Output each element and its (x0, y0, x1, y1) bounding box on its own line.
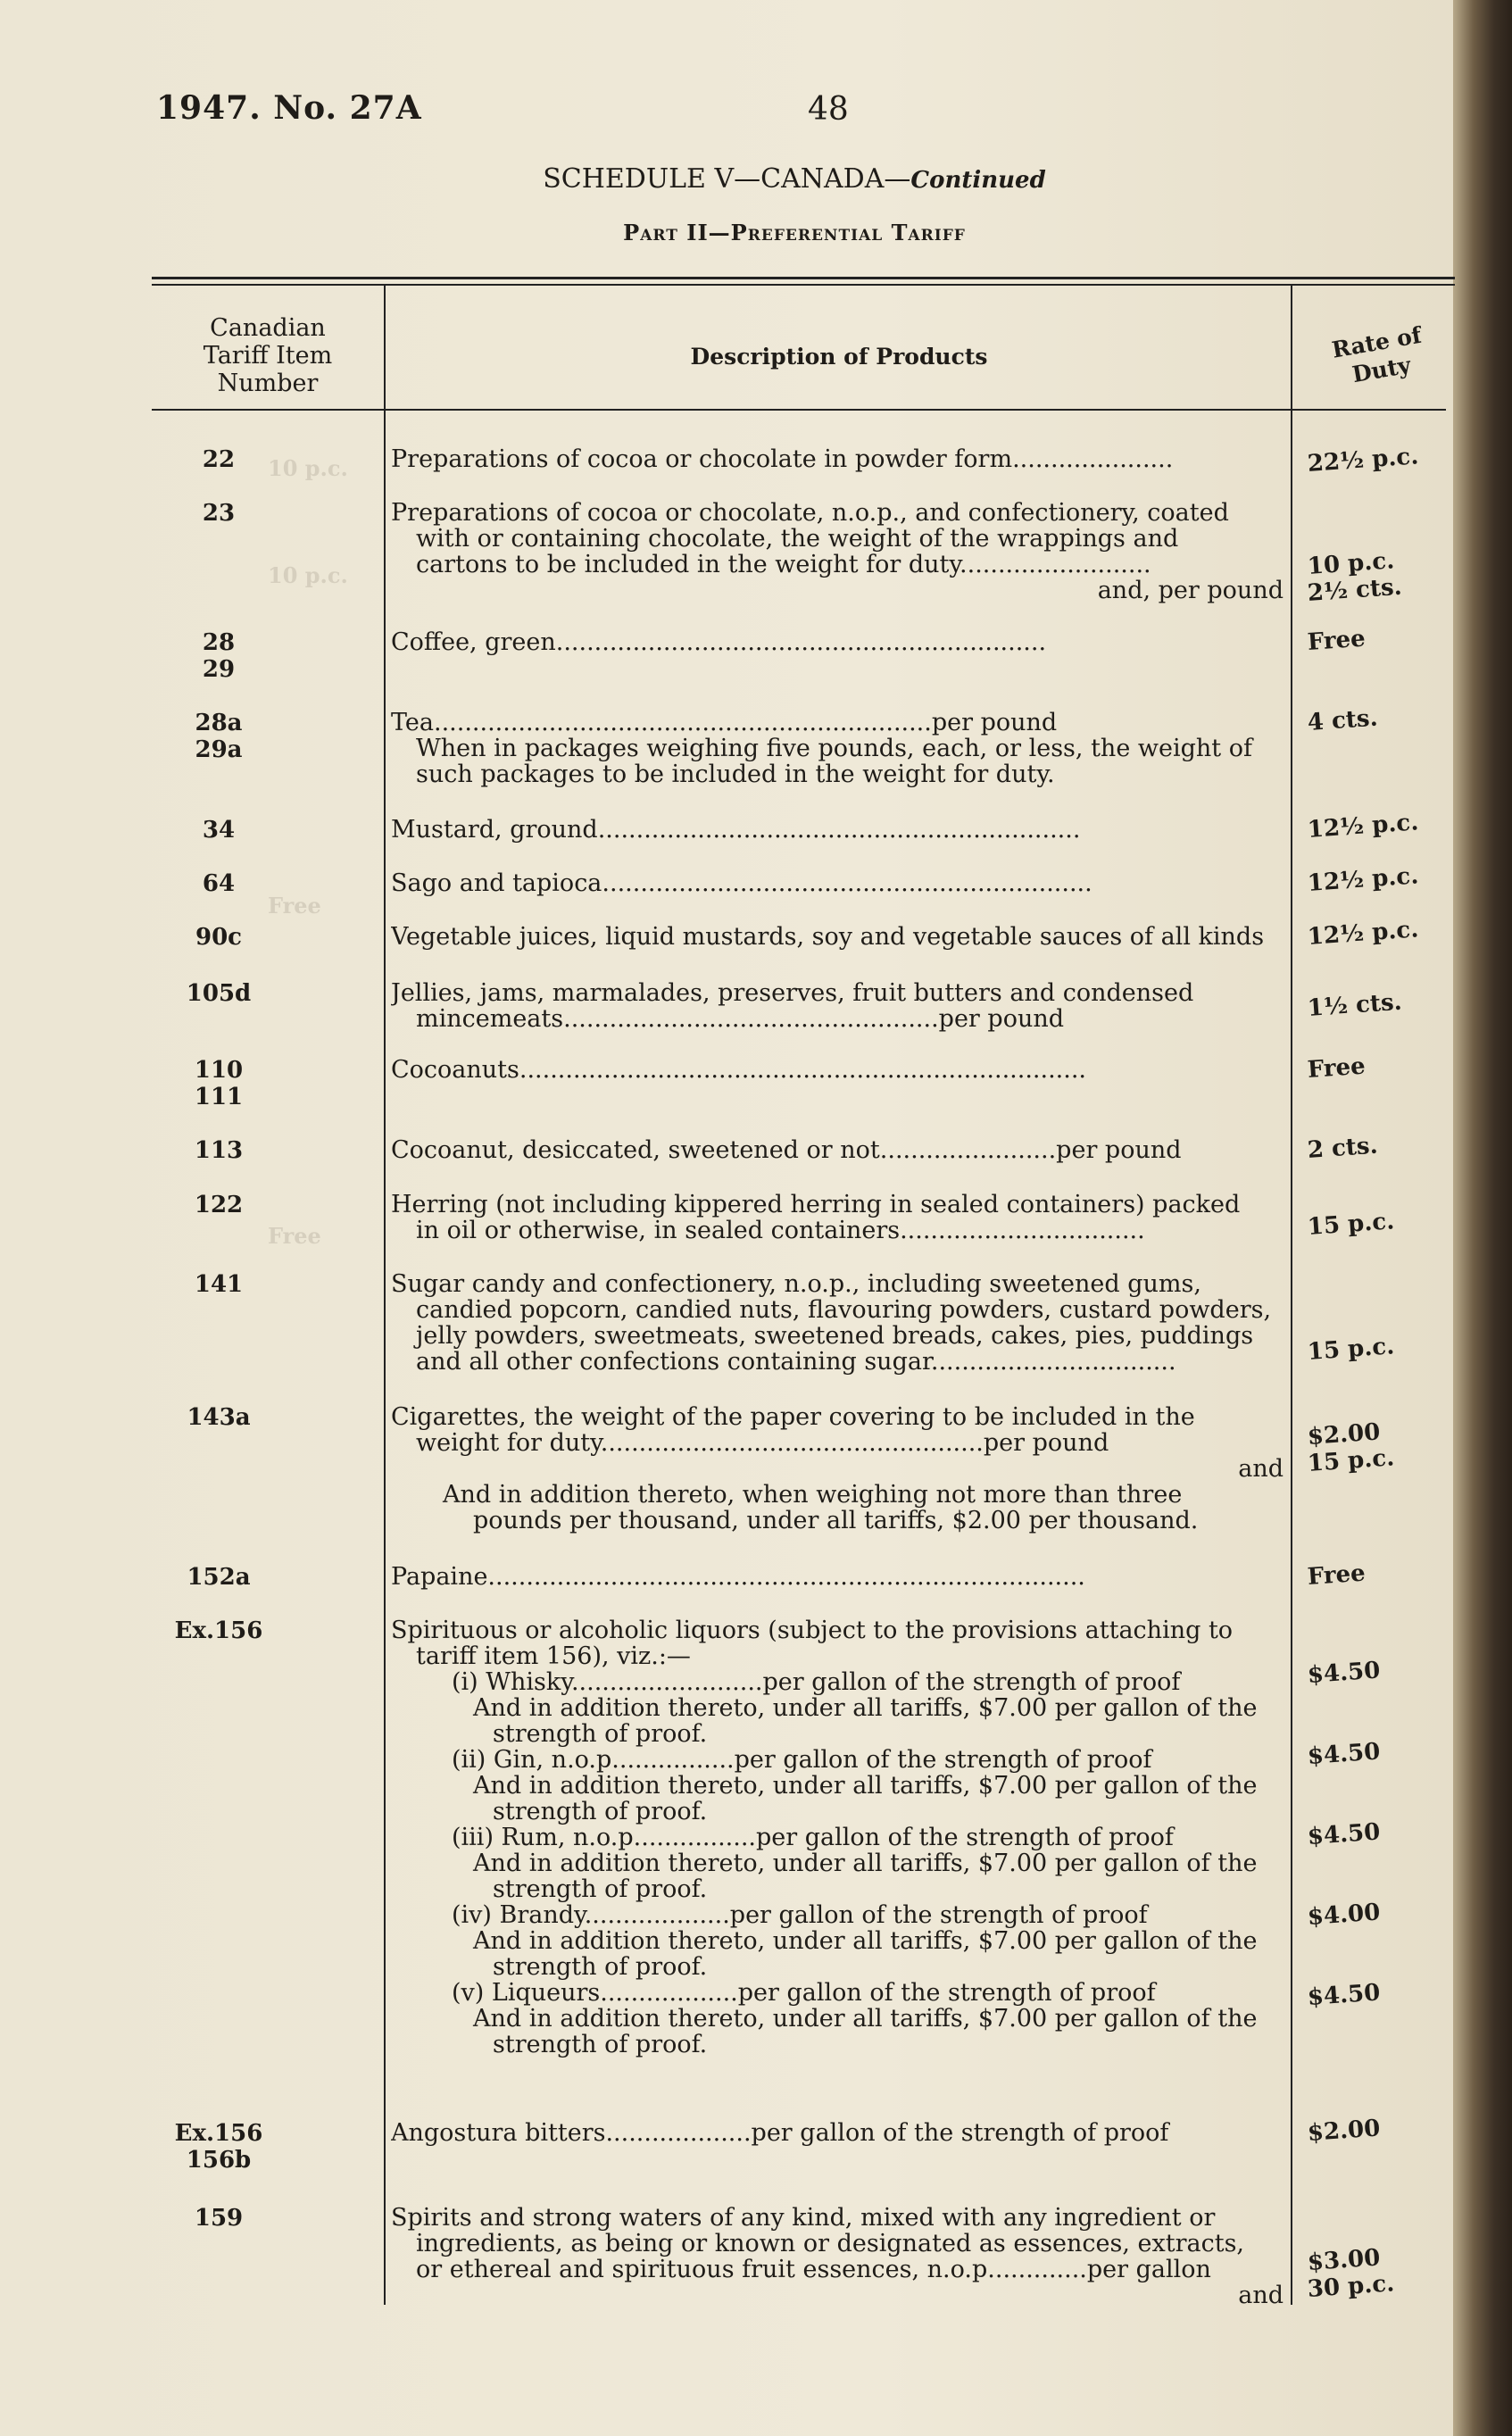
table-top-rule (152, 277, 1455, 279)
product-description (391, 980, 1284, 1032)
book-spine (1453, 0, 1512, 2436)
product-description (391, 446, 1284, 472)
tariff-item-number: 22 (202, 446, 236, 473)
description-line: tariff item 156), viz.:— (416, 1643, 691, 1669)
duty-rate: 15 p.c. (1306, 1208, 1396, 1241)
duty-rate: $4.50 (1306, 1818, 1382, 1850)
product-description (391, 2205, 1284, 2308)
tariff-item-number: 159 (194, 2205, 244, 2232)
description-line: pounds per thousand, under all tariffs, $2.00 per thousand. (473, 1508, 1199, 1534)
description-line: strength of proof. (493, 1954, 708, 1980)
duty-rate: 22½ p.c. (1306, 443, 1420, 478)
tariff-item-number: 141 (194, 1271, 244, 1298)
description-line: Cigarettes, the weight of the paper covering to be included in the (391, 1404, 1195, 1430)
product-description (391, 2120, 1284, 2146)
duty-rate: Free (1306, 625, 1367, 656)
document-number: 1947. No. 27A (156, 89, 422, 127)
product-description (391, 500, 1284, 603)
tariff-item-number: Ex.156 156b (174, 2120, 263, 2174)
column-header-number: Canadian Tariff Item Number (203, 314, 333, 397)
description-line: candied popcorn, candied nuts, flavouring powders, custard powders, (416, 1297, 1272, 1323)
description-line: with or containing chocolate, the weight of the wrappings and (416, 526, 1179, 552)
tariff-item-number: 28a 29a (195, 710, 243, 763)
column-divider-left (384, 286, 386, 2305)
duty-rate: 4 cts. (1306, 704, 1379, 736)
description-line: And in addition thereto, when weighing not more than three (443, 1482, 1183, 1508)
duty-rate: 2 cts. (1306, 1132, 1379, 1164)
tariff-item-number: 23 (202, 500, 236, 527)
description-line: Preparations of cocoa or chocolate, n.o.p., and confectionery, coated (391, 500, 1229, 526)
description-line: jelly powders, sweetmeats, sweetened breads, cakes, pies, puddings (416, 1323, 1254, 1349)
tariff-item-number: 28 29 (202, 629, 236, 683)
duty-rate: Free (1306, 1559, 1367, 1591)
product-description (391, 817, 1284, 843)
bleed-through-text: Free (268, 1223, 321, 1249)
column-divider-right (1291, 286, 1292, 2305)
description-line: Cocoanut, desiccated, sweetened or not.......................per pound (391, 1137, 1182, 1163)
duty-rate: $4.50 (1306, 1979, 1382, 2011)
description-line: Mustard, ground............................................................... (391, 817, 1081, 843)
description-line: And in addition thereto, under all tariffs, $7.00 per gallon of the (473, 1773, 1258, 1799)
duty-rate: $2.00 (1306, 1418, 1382, 1451)
product-description (391, 1271, 1284, 1375)
page-number: 48 (808, 91, 849, 128)
description-line: And in addition thereto, under all tariffs, $7.00 per gallon of the (473, 1928, 1258, 1954)
duty-rate: 1½ cts. (1306, 988, 1403, 1022)
tariff-item-number: 122 (194, 1192, 244, 1218)
description-line: And in addition thereto, under all tariffs, $7.00 per gallon of the (473, 1850, 1258, 1876)
description-line: And in addition thereto, under all tariffs, $7.00 per gallon of the (473, 1695, 1258, 1721)
tariff-item-number: 110 111 (194, 1057, 244, 1110)
description-line: Vegetable juices, liquid mustards, soy and vegetable sauces of all kinds (391, 924, 1265, 950)
description-line: (iv) Brandy...................per gallon of the strength of proof (452, 1902, 1148, 1928)
bleed-through-text: 10 p.c. (268, 455, 348, 481)
duty-rate: $4.00 (1306, 1899, 1382, 1931)
description-line: Preparations of cocoa or chocolate in powder form..................... (391, 446, 1174, 472)
duty-rate: 12½ p.c. (1306, 809, 1420, 844)
description-line: weight for duty..................................................per pound (416, 1430, 1109, 1456)
product-description (391, 1192, 1284, 1243)
column-header-description: Description of Products (690, 344, 988, 370)
description-line: (i) Whisky.........................per gallon of the strength of proof (452, 1669, 1181, 1695)
bleed-through-text: 10 p.c. (268, 562, 348, 588)
description-line: strength of proof. (493, 1876, 708, 1902)
description-line: Angostura bitters...................per gallon of the strength of proof (391, 2120, 1169, 2146)
bleed-through-text: Free (268, 893, 321, 919)
description-line: and, per pound (1097, 578, 1284, 603)
product-description (391, 1137, 1284, 1163)
duty-rate: $3.00 (1306, 2244, 1382, 2276)
tariff-item-number: 113 (194, 1137, 244, 1164)
description-line: such packages to be included in the weight for duty. (416, 761, 1055, 787)
description-line: Papaine.............................................................................. (391, 1564, 1085, 1590)
tariff-item-number: 90c (195, 924, 242, 951)
part-title: Part II—Preferential Tariff (623, 220, 966, 245)
description-line: Sugar candy and confectionery, n.o.p., including sweetened gums, (391, 1271, 1201, 1297)
tariff-item-number: 105d (186, 980, 252, 1007)
duty-rate: 12½ p.c. (1306, 916, 1420, 951)
product-description (391, 1617, 1284, 2058)
product-description (391, 1564, 1284, 1590)
product-description (391, 1404, 1284, 1534)
description-line: (iii) Rum, n.o.p................per gallon of the strength of proof (452, 1825, 1174, 1850)
description-line: When in packages weighing five pounds, each, or less, the weight of (416, 736, 1252, 761)
product-description (391, 924, 1284, 950)
description-line: in oil or otherwise, in sealed containers................................ (416, 1218, 1145, 1243)
description-line: ingredients, as being or known or designated as essences, extracts, (416, 2231, 1245, 2257)
duty-rate: 15 p.c. (1306, 1444, 1396, 1477)
duty-rate: 2½ cts. (1306, 573, 1403, 607)
description-line: mincemeats.................................................per pound (416, 1006, 1065, 1032)
schedule-title: SCHEDULE V—CANADA—Continued (543, 163, 1046, 195)
table-top-rule-thin (152, 284, 1455, 286)
description-line: Spirits and strong waters of any kind, mixed with any ingredient or (391, 2205, 1216, 2231)
duty-rate: $2.00 (1306, 2115, 1382, 2147)
product-description (391, 629, 1284, 655)
description-line: and (1238, 2282, 1284, 2308)
tariff-item-number: Ex.156 (174, 1617, 263, 1644)
duty-rate: $4.50 (1306, 1657, 1382, 1689)
description-line: strength of proof. (493, 1799, 708, 1825)
description-line: Jellies, jams, marmalades, preserves, fruit butters and condensed (391, 980, 1194, 1006)
duty-rate: 10 p.c. (1306, 547, 1396, 580)
column-header-rate: Rate of Duty (1329, 321, 1424, 388)
description-line: and all other confections containing sugar................................ (416, 1349, 1176, 1375)
description-line: (ii) Gin, n.o.p................per gallon of the strength of proof (452, 1747, 1152, 1773)
duty-rate: 12½ p.c. (1306, 862, 1420, 897)
duty-rate: 15 p.c. (1306, 1333, 1396, 1366)
tariff-item-number: 152a (187, 1564, 251, 1591)
description-line: or ethereal and spirituous fruit essences, n.o.p.............per gallon (416, 2257, 1211, 2282)
description-line: Spirituous or alcoholic liquors (subject to the provisions attaching to (391, 1617, 1234, 1643)
description-line: strength of proof. (493, 2032, 708, 2058)
tariff-item-number: 34 (202, 817, 236, 844)
product-description (391, 870, 1284, 896)
description-line: (v) Liqueurs..................per gallon of the strength of proof (452, 1980, 1156, 2006)
description-line: Tea.................................................................per pound (391, 710, 1058, 736)
duty-rate: $4.50 (1306, 1738, 1382, 1770)
description-line: Cocoanuts.......................................................................... (391, 1057, 1086, 1083)
description-line: strength of proof. (493, 1721, 708, 1747)
duty-rate: Free (1306, 1052, 1367, 1084)
description-line: Coffee, green................................................................ (391, 629, 1047, 655)
product-description (391, 710, 1284, 787)
tariff-item-number: 64 (202, 870, 236, 897)
header-bottom-rule (152, 409, 1446, 411)
description-line: and (1238, 1456, 1284, 1482)
product-description (391, 1057, 1284, 1083)
description-line: cartons to be included in the weight for duty......................... (416, 552, 1151, 578)
tariff-item-number: 143a (187, 1404, 251, 1431)
description-line: And in addition thereto, under all tariffs, $7.00 per gallon of the (473, 2006, 1258, 2032)
description-line: Sago and tapioca................................................................ (391, 870, 1092, 896)
description-line: Herring (not including kippered herring in sealed containers) packed (391, 1192, 1241, 1218)
duty-rate: 30 p.c. (1306, 2270, 1396, 2303)
